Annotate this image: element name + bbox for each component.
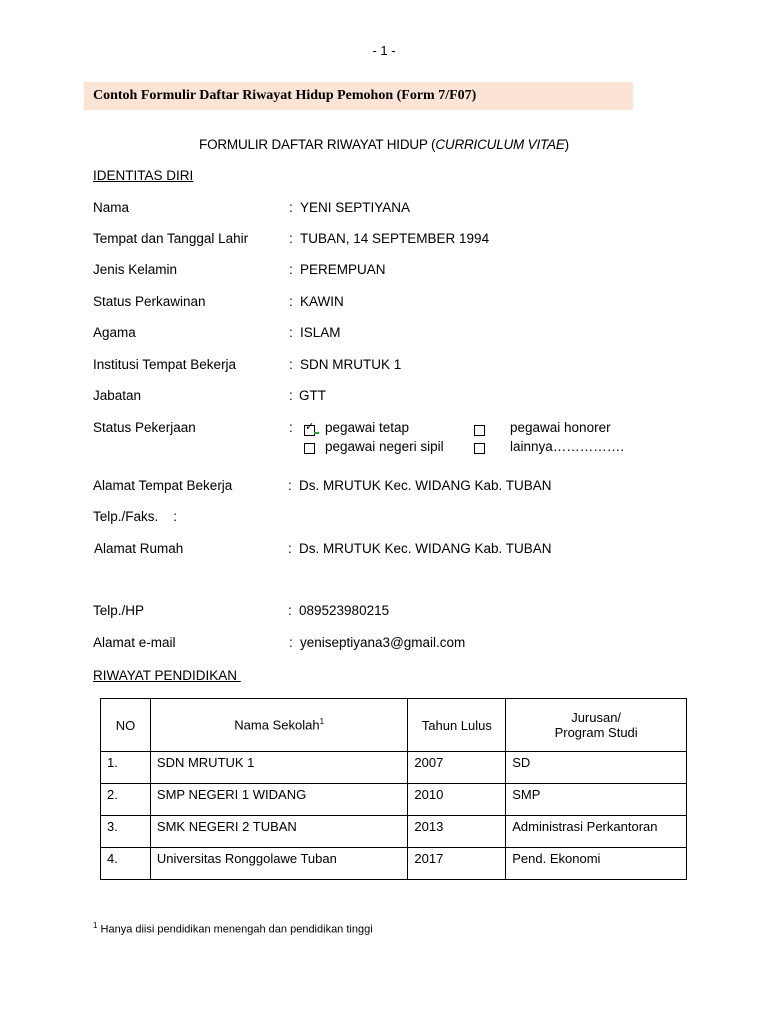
field-label-employment: Status Pekerjaan [93, 420, 196, 435]
field-value-phone: 089523980215 [299, 603, 390, 618]
header-school-label: Nama Sekolah [234, 717, 320, 733]
footnote-text: Hanya diisi pendidikan menengah dan pendidikan tinggi [97, 923, 373, 936]
cell-school: SMK NEGERI 2 TUBAN [150, 816, 408, 848]
table-row [101, 848, 687, 880]
checkbox-lainnya[interactable] [474, 443, 485, 454]
form-title-italic: CURRICULUM VITAE [435, 137, 565, 152]
table-row [101, 784, 687, 816]
colon: : [289, 388, 293, 403]
cell-year: 2007 [408, 752, 506, 784]
cell-year: 2010 [408, 784, 506, 816]
form-title-suffix: ) [564, 137, 569, 152]
table-row [101, 816, 687, 848]
colon: : [288, 603, 292, 618]
header-year: Tahun Lulus [408, 699, 506, 752]
colon: : [289, 200, 293, 215]
field-value-name: YENI SEPTIYANA [300, 200, 411, 215]
checkbox-pegawai-honorer[interactable] [474, 425, 485, 436]
footnote [93, 921, 373, 936]
cell-no: 3. [101, 816, 151, 848]
identity-heading: IDENTITAS DIRI [93, 168, 194, 183]
colon: : [289, 262, 293, 277]
cell-year: 2017 [408, 848, 506, 880]
header-major [506, 699, 687, 752]
colon: : [289, 357, 293, 372]
field-value-home-address: Ds. MRUTUK Kec. WIDANG Kab. TUBAN [299, 541, 552, 556]
field-value-work-address: Ds. MRUTUK Kec. WIDANG Kab. TUBAN [299, 478, 552, 493]
cell-school: Universitas Ronggolawe Tuban [150, 848, 408, 880]
cell-school: SDN MRUTUK 1 [150, 752, 408, 784]
field-label-birth: Tempat dan Tanggal Lahir [93, 231, 249, 246]
cell-major: SMP [506, 784, 687, 816]
check-tick-icon [314, 432, 319, 434]
field-label-marital: Status Perkawinan [93, 294, 206, 309]
colon: : [289, 294, 293, 309]
field-value-position: GTT [299, 388, 326, 403]
colon: : [289, 420, 293, 435]
field-label-fax: Telp./Faks. : [93, 509, 178, 524]
field-label-institution: Institusi Tempat Bekerja [93, 357, 237, 372]
field-value-marital: KAWIN [300, 294, 344, 309]
colon: : [288, 478, 292, 493]
cell-major: Administrasi Perkantoran [506, 816, 687, 848]
education-table [100, 698, 687, 880]
option-label-pegawai-tetap: pegawai tetap [325, 420, 410, 435]
option-label-pegawai-negeri-sipil: pegawai negeri sipil [325, 439, 444, 454]
field-label-home-address: Alamat Rumah [94, 541, 184, 556]
colon: : [288, 541, 292, 556]
field-label-religion: Agama [93, 325, 136, 340]
cell-major: Pend. Ekonomi [506, 848, 687, 880]
cell-year: 2013 [408, 816, 506, 848]
form-title [0, 137, 768, 152]
check-mark-icon: ✓ [305, 421, 315, 433]
option-label-lainnya: lainnya……………. [510, 439, 625, 454]
table-row [101, 752, 687, 784]
field-value-institution: SDN MRUTUK 1 [300, 357, 402, 372]
cell-no: 2. [101, 784, 151, 816]
option-label-pegawai-honorer: pegawai honorer [510, 420, 611, 435]
field-label-position: Jabatan [93, 388, 142, 403]
cell-no: 4. [101, 848, 151, 880]
colon: : [289, 635, 293, 650]
footnote-mark: 1 [93, 921, 98, 930]
cell-major: SD [506, 752, 687, 784]
checkbox-pegawai-negeri-sipil[interactable] [304, 443, 315, 454]
colon: : [289, 325, 293, 340]
cell-school: SMP NEGERI 1 WIDANG [150, 784, 408, 816]
header-major-line1: Jurusan/ [571, 710, 622, 725]
education-heading: RIWAYAT PENDIDIKAN [93, 668, 241, 683]
form-title-prefix: FORMULIR DAFTAR RIWAYAT HIDUP ( [199, 137, 436, 152]
colon: : [289, 231, 293, 246]
cell-no: 1. [101, 752, 151, 784]
field-label-phone: Telp./HP [93, 603, 145, 618]
field-label-work-address: Alamat Tempat Bekerja [93, 478, 233, 493]
header-no: NO [101, 699, 151, 752]
field-value-email: yeniseptiyana3@gmail.com [300, 635, 466, 650]
field-label-email: Alamat e-mail [93, 635, 176, 650]
header-school [150, 699, 408, 752]
table-header-row [101, 699, 687, 752]
header-major-line2: Program Studi [554, 725, 638, 740]
field-label-name: Nama [93, 200, 130, 215]
field-value-gender: PEREMPUAN [300, 262, 386, 277]
header-school-footnote-mark: 1 [319, 717, 325, 727]
page-number: - 1 - [372, 43, 396, 58]
field-value-birth: TUBAN, 14 SEPTEMBER 1994 [300, 231, 490, 246]
field-value-religion: ISLAM [300, 325, 341, 340]
field-label-gender: Jenis Kelamin [93, 262, 178, 277]
form-banner-title: Contoh Formulir Daftar Riwayat Hidup Pemohon (Form 7/F07) [84, 82, 633, 110]
